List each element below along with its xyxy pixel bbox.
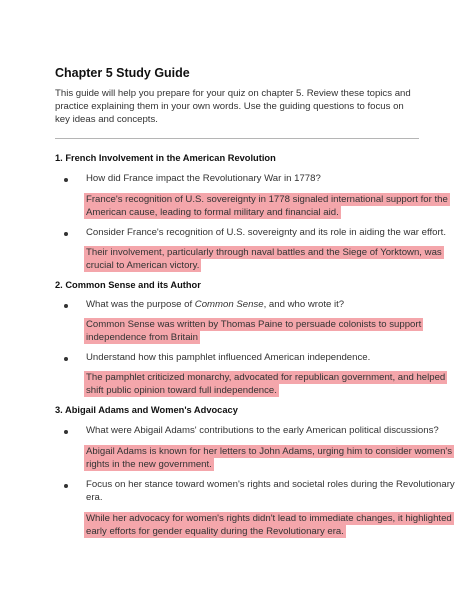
question-text	[86, 478, 455, 504]
emphasized-title: Common Sense	[194, 299, 264, 310]
bullet-icon	[64, 484, 68, 488]
bullet-icon	[64, 304, 68, 308]
section-heading: 3. Abigail Adams and Women's Advocacy	[55, 405, 238, 415]
answer-line: The pamphlet criticized monarchy, advocated for republican government, and helped	[86, 372, 446, 383]
question-text: Understand how this pamphlet influenced American independence.	[86, 352, 371, 363]
answer-highlight	[84, 193, 450, 219]
bullet-icon	[64, 232, 68, 236]
answer-line: Common Sense was written by Thomas Paine to persuade colonists to support	[86, 319, 422, 330]
bullet-icon	[64, 430, 68, 434]
answer-line: rights in the new government.	[86, 459, 212, 470]
answer-highlight	[84, 318, 423, 344]
section-heading: 2. Common Sense and its Author	[55, 280, 201, 290]
page-title: Chapter 5 Study Guide	[55, 66, 190, 80]
question-text: Consider France's recognition of U.S. sovereignty and its role in aiding the war effort.	[86, 227, 447, 238]
question-line: Focus on her stance toward women's rights and societal roles during the Revolutionary	[86, 479, 455, 490]
answer-line: Their involvement, particularly through naval battles and the Siege of Yorktown, was	[86, 247, 442, 258]
answer-line: Abigail Adams is known for her letters to John Adams, urging him to consider women's	[86, 446, 453, 457]
question-text: What was the purpose of Common Sense, and who wrote it?	[86, 299, 345, 310]
bullet-icon	[64, 178, 68, 182]
question-line: era.	[86, 492, 103, 503]
answer-line: independence from Britain	[86, 332, 198, 343]
answer-highlight	[84, 371, 447, 397]
answer-line: early efforts for gender equality during the Revolutionary era.	[86, 526, 344, 537]
answer-highlight	[84, 445, 454, 471]
question-text: How did France impact the Revolutionary War in 1778?	[86, 173, 321, 184]
section-heading: 1. French Involvement in the American Revolution	[55, 153, 276, 163]
answer-line: France's recognition of U.S. sovereignty in 1778 signaled international support for the	[86, 194, 448, 205]
bullet-icon	[64, 357, 68, 361]
answer-line: shift public opinion toward full independence.	[86, 385, 277, 396]
answer-line: While her advocacy for women's rights didn't lead to immediate changes, it highlighted	[86, 513, 452, 524]
question-text: What were Abigail Adams' contributions to the early American political discussions?	[86, 425, 439, 436]
intro-paragraph: This guide will help you prepare for your quiz on chapter 5. Review these topics and practice explaining them in your own words. Use the guiding questions to focus on key ideas and concepts.	[55, 88, 411, 125]
answer-line: crucial to American victory.	[86, 260, 200, 271]
answer-line: American cause, leading to formal military and financial aid.	[86, 207, 339, 218]
answer-highlight	[84, 512, 454, 538]
horizontal-divider	[55, 138, 419, 139]
answer-highlight	[84, 246, 444, 272]
